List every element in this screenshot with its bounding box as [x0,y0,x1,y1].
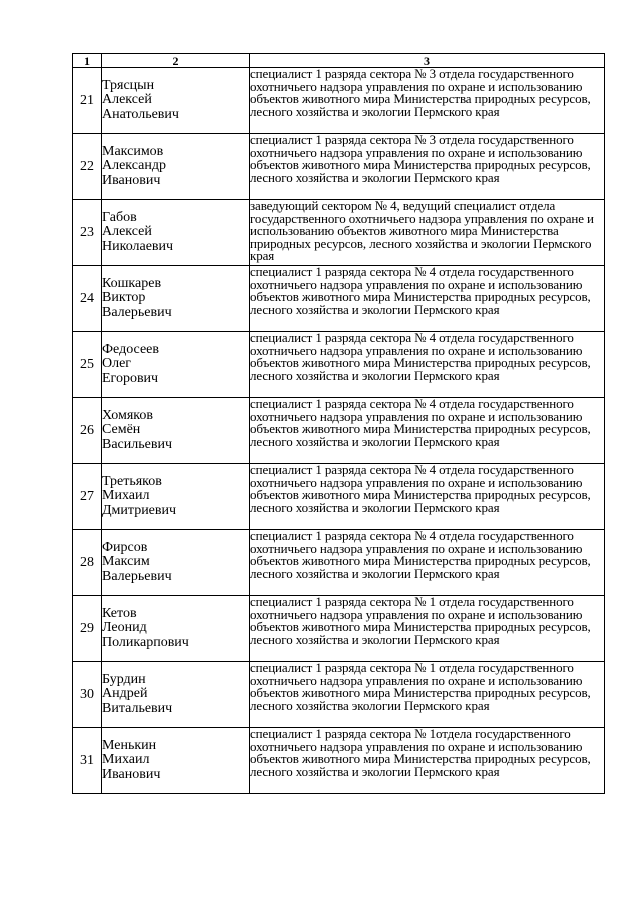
patronymic: Дмитриевич [102,502,177,518]
row-number: 25 [73,332,102,398]
patronymic: Валерьевич [102,304,172,320]
table-row [73,68,605,134]
row-number: 30 [73,662,102,728]
first-name: Андрей [102,686,148,702]
full-name-cell [102,332,250,398]
table-body [73,68,605,794]
surname: Бурдин [102,671,146,687]
table-row [73,200,605,266]
row-number: 22 [73,134,102,200]
full-name-cell [102,728,250,794]
position-cell: специалист 1 разряда сектора № 1отдела государственного охотничьего надзора управления по охране и использованию объектов животного мира Министерства природных ресурсов, лесного хозяйства и экологии Пермского края [250,728,605,794]
row-number: 24 [73,266,102,332]
first-name: Алексей [102,92,152,108]
table-row [73,134,605,200]
surname: Трясцын [102,77,155,93]
first-name: Леонид [102,620,147,636]
first-name: Максим [102,554,150,570]
patronymic: Иванович [102,172,161,188]
surname: Кошкарев [102,275,162,291]
table-row [73,662,605,728]
full-name-cell [102,398,250,464]
document-page [72,53,604,794]
patronymic: Поликарпович [102,634,189,650]
surname: Третьяков [102,473,162,489]
first-name: Семён [102,422,141,438]
surname: Менькин [102,737,157,753]
table-row [73,266,605,332]
row-number: 26 [73,398,102,464]
first-name: Михаил [102,752,150,768]
position-cell: заведующий сектором № 4, ведущий специалист отдела государственного охотничьего надзора управления по охране и использованию объектов животного мира Министерства природных ресурсов, лесного хозяйства и экологии Пермского края [250,200,605,266]
position-cell: специалист 1 разряда сектора № 1 отдела государственного охотничьего надзора управления по охране и использованию объектов животного мира Министерства природных ресурсов, лесного хозяйства экологии Пермского края [250,662,605,728]
surname: Габов [102,209,137,225]
full-name-cell [102,464,250,530]
first-name: Виктор [102,290,146,306]
full-name-cell [102,134,250,200]
surname: Максимов [102,143,164,159]
position-cell: специалист 1 разряда сектора № 3 отдела государственного охотничьего надзора управления по охране и использованию объектов животного мира Министерства природных ресурсов, лесного хозяйства и экологии Пермского края [250,68,605,134]
position-cell: специалист 1 разряда сектора № 4 отдела государственного охотничьего надзора управления по охране и использованию объектов животного мира Министерства природных ресурсов, лесного хозяйства и экологии Пермского края [250,266,605,332]
full-name-cell [102,596,250,662]
full-name-cell [102,266,250,332]
table-row [73,332,605,398]
row-number: 31 [73,728,102,794]
row-number: 21 [73,68,102,134]
table-row [73,596,605,662]
first-name: Михаил [102,488,150,504]
patronymic: Егорович [102,370,159,386]
position-cell: специалист 1 разряда сектора № 4 отдела государственного охотничьего надзора управления по охране и использованию объектов животного мира Министерства природных ресурсов, лесного хозяйства и экологии Пермского края [250,464,605,530]
position-cell: специалист 1 разряда сектора № 1 отдела государственного охотничьего надзора управления по охране и использованию объектов животного мира Министерства природных ресурсов, лесного хозяйства и экологии Пермского края [250,596,605,662]
surname: Кетов [102,605,137,621]
surname: Хомяков [102,407,153,423]
patronymic: Витальевич [102,700,173,716]
row-number: 29 [73,596,102,662]
header-col-name: 2 [102,54,250,68]
row-number: 27 [73,464,102,530]
position-cell: специалист 1 разряда сектора № 4 отдела государственного охотничьего надзора управления по охране и использованию объектов животного мира Министерства природных ресурсов, лесного хозяйства и экологии Пермского края [250,332,605,398]
first-name: Олег [102,356,132,372]
table-row [73,530,605,596]
row-number: 28 [73,530,102,596]
table-row [73,728,605,794]
surname: Федосеев [102,341,159,357]
header-col-position: 3 [250,54,605,68]
position-cell: специалист 1 разряда сектора № 3 отдела государственного охотничьего надзора управления по охране и использованию объектов животного мира Министерства природных ресурсов, лесного хозяйства и экологии Пермского края [250,134,605,200]
position-cell: специалист 1 разряда сектора № 4 отдела государственного охотничьего надзора управления по охране и использованию объектов животного мира Министерства природных ресурсов, лесного хозяйства и экологии Пермского края [250,530,605,596]
full-name-cell [102,530,250,596]
full-name-cell [102,662,250,728]
table-row [73,464,605,530]
patronymic: Иванович [102,766,161,782]
position-cell: специалист 1 разряда сектора № 4 отдела государственного охотничьего надзора управления по охране и использованию объектов животного мира Министерства природных ресурсов, лесного хозяйства и экологии Пермского края [250,398,605,464]
full-name-cell [102,200,250,266]
first-name: Алексей [102,224,152,240]
patronymic: Николаевич [102,238,174,254]
full-name-cell [102,68,250,134]
row-number: 23 [73,200,102,266]
surname: Фирсов [102,539,148,555]
patronymic: Валерьевич [102,568,172,584]
table-row [73,398,605,464]
staff-table [72,53,605,794]
patronymic: Васильевич [102,436,172,452]
header-col-number: 1 [73,54,102,68]
patronymic: Анатольевич [102,106,179,122]
first-name: Александр [102,158,166,174]
